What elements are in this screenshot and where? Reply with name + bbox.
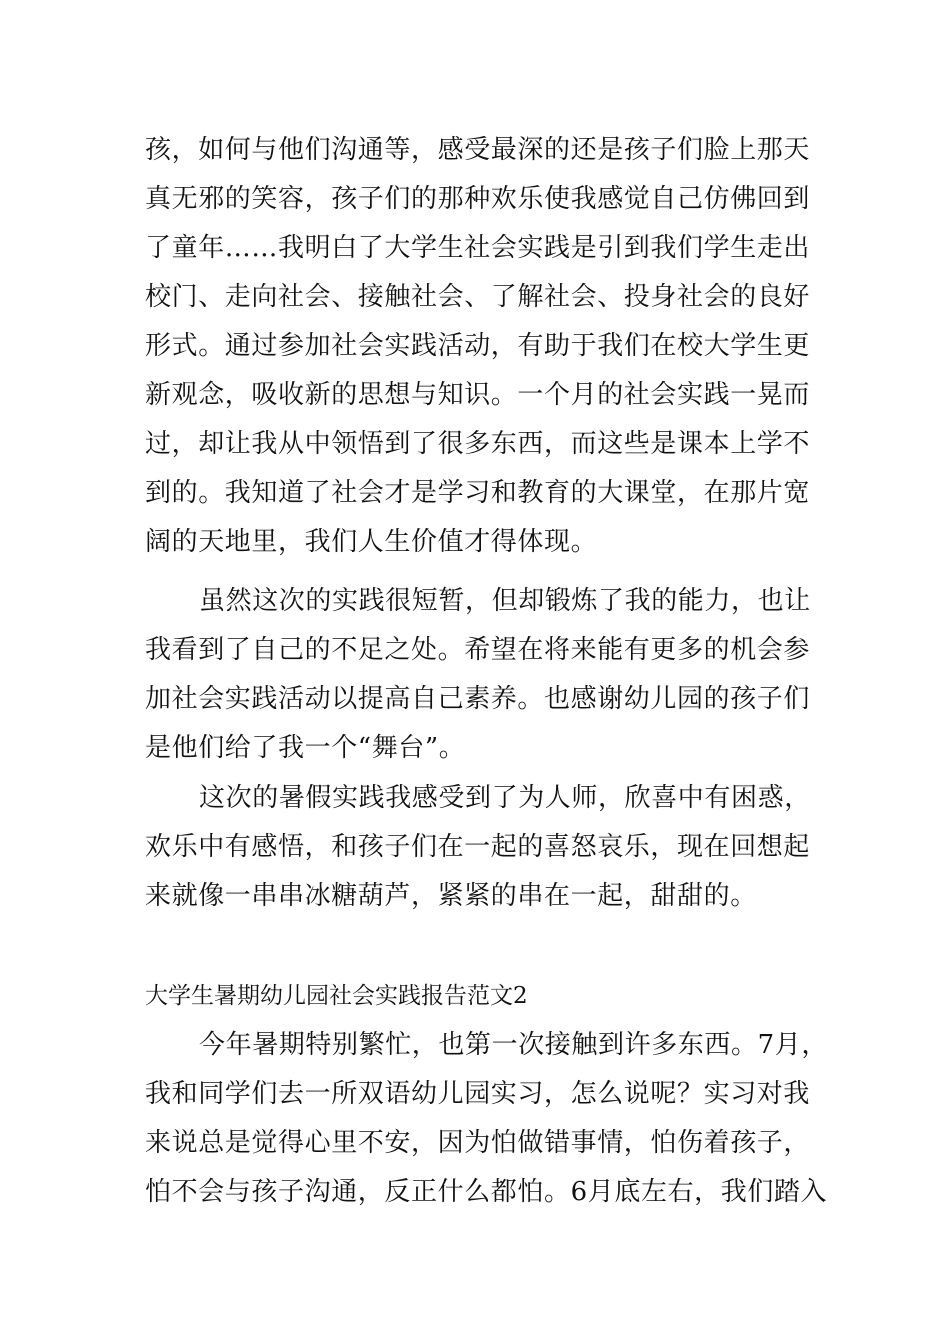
paragraph-continued [145,126,810,567]
paragraph-conclusion [145,774,810,921]
paragraph-line: 到的。我知道了社会才是学习和教育的大课堂，在那片宽 [145,478,811,508]
paragraph-line: 来说总是觉得心里不安，因为怕做错事情，怕伤着孩子， [145,1128,811,1158]
paragraph-line: 过，却让我从中领悟到了很多东西，而这些是课本上学不 [145,429,811,459]
paragraph-line: 阔的天地里，我们人生价值才得体现。 [145,527,598,557]
paragraph-reflection [145,577,810,773]
paragraph-line: 真无邪的笑容，孩子们的那种欢乐使我感觉自己仿佛回到 [145,184,811,214]
paragraph-line: 这次的暑假实践我感受到了为人师，欣喜中有困惑， [199,783,811,813]
paragraph-line: 加社会实践活动以提高自己素养。也感谢幼儿园的孩子们 [145,684,811,714]
paragraph-line: 怕不会与孩子沟通，反正什么都怕。6月底左右，我们踏入 [145,1177,828,1207]
paragraph-line: 欢乐中有感悟，和孩子们在一起的喜怒哀乐，现在回想起 [145,832,811,862]
paragraph-line: 我看到了自己的不足之处。希望在将来能有更多的机会参 [145,635,811,665]
paragraph-line: 新观念，吸收新的思想与知识。一个月的社会实践一晃而 [145,380,811,410]
section-heading: 大学生暑期幼儿园社会实践报告范文2 [145,983,528,1009]
paragraph-line: 今年暑期特别繁忙，也第一次接触到许多东西。7月， [199,1030,828,1060]
paragraph-line: 是他们给了我一个“舞台”。 [145,733,466,763]
paragraph-line: 我和同学们去一所双语幼儿园实习，怎么说呢？实习对我 [145,1079,811,1109]
paragraph-line: 孩，如何与他们沟通等，感受最深的还是孩子们脸上那天 [145,135,811,165]
paragraph-report-2 [145,1021,828,1217]
paragraph-line: 了童年……我明白了大学生社会实践是引到我们学生走出 [145,233,811,263]
paragraph-line: 校门、走向社会、接触社会、了解社会、投身社会的良好 [145,282,811,312]
paragraph-line: 来就像一串串冰糖葫芦，紧紧的串在一起，甜甜的。 [145,881,757,911]
paragraph-line: 虽然这次的实践很短暂，但却锻炼了我的能力，也让 [199,586,811,616]
paragraph-line: 形式。通过参加社会实践活动，有助于我们在校大学生更 [145,331,811,361]
